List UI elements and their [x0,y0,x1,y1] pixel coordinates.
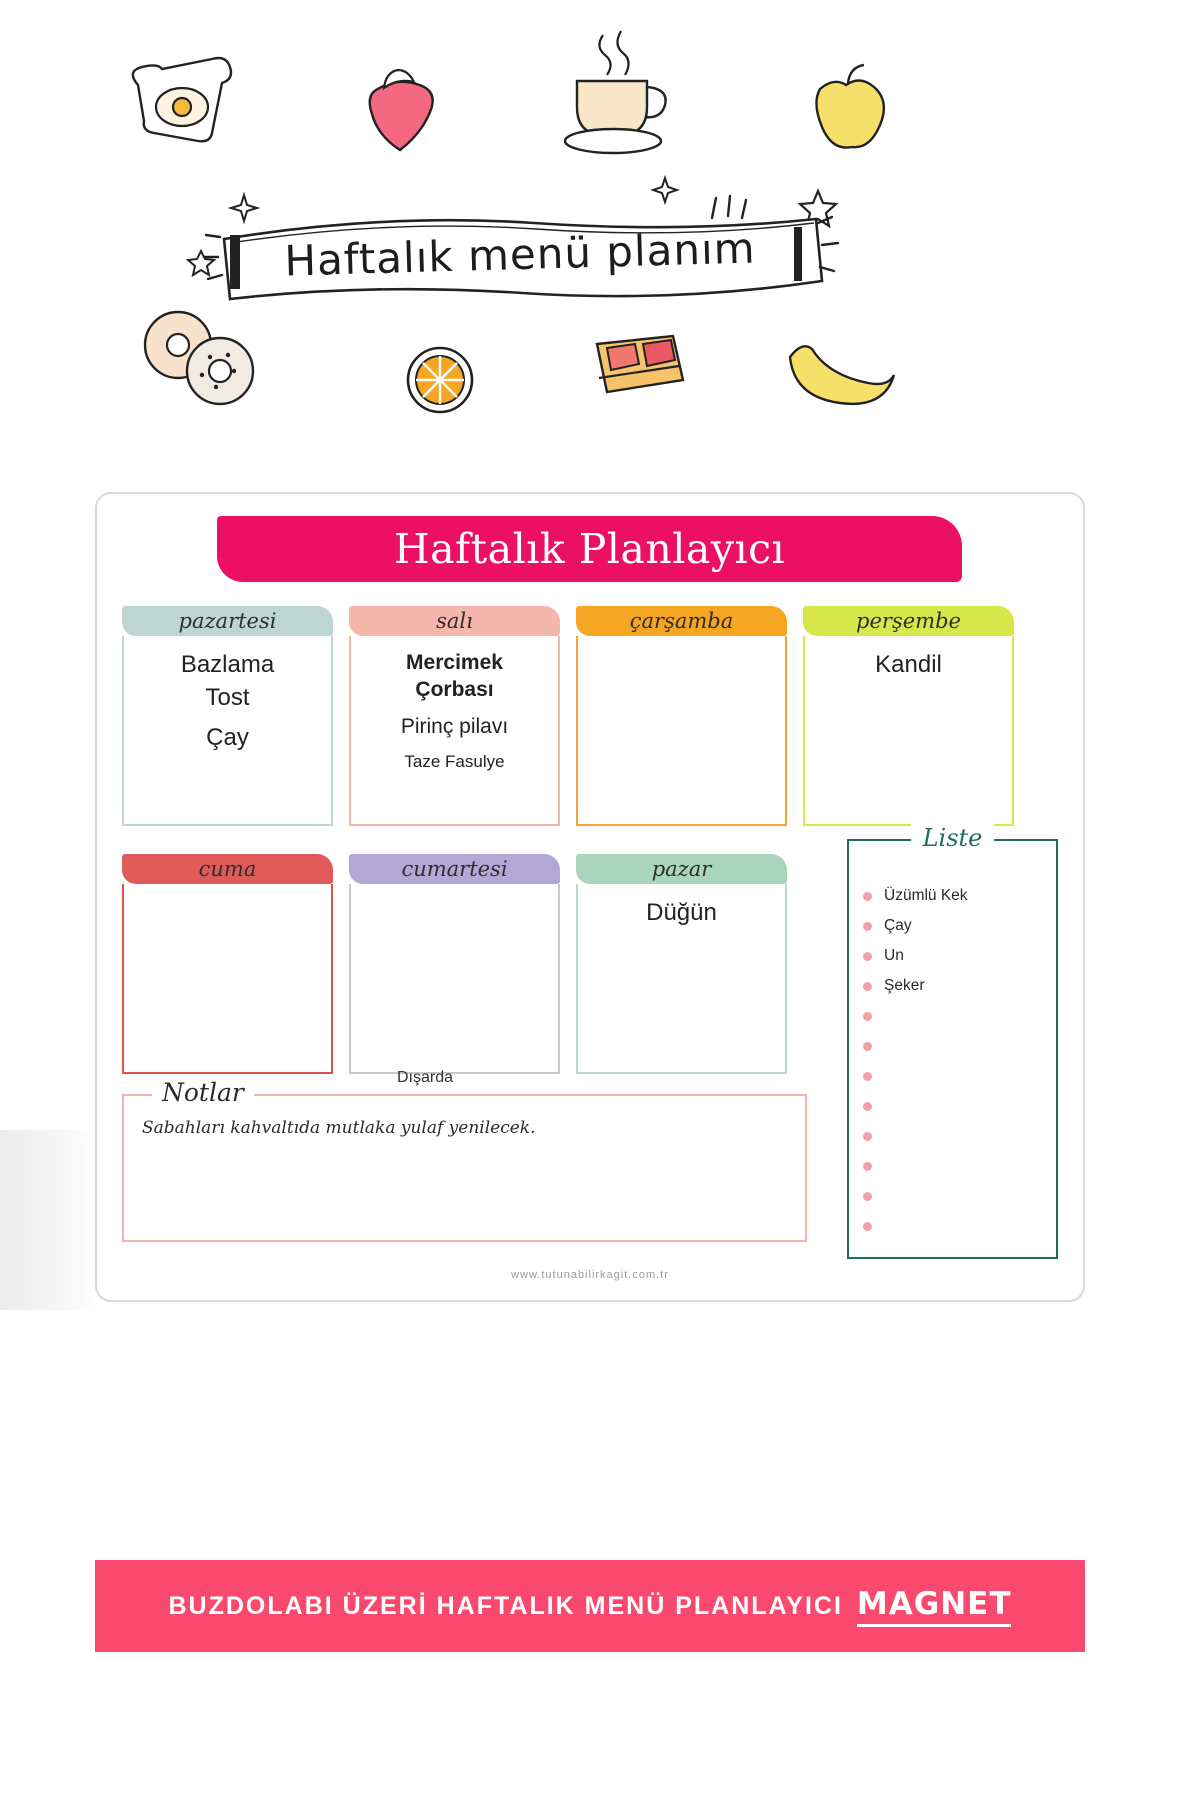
list-item[interactable] [863,1181,1042,1211]
bullet-dot-icon [863,1192,872,1201]
day-label-cumartesi: cumartesi [349,854,560,884]
day-entries-pazartesi[interactable] [122,636,333,826]
list-item-label: Üzümlü Kek [884,887,968,904]
day-entry: Kandil [875,651,942,678]
day-entry: Pirinç pilavı [400,714,509,738]
page-edge-shadow [0,1130,95,1310]
notes-text: Sabahları kahvaltıda mutlaka yulaf yenilecek. [142,1118,536,1138]
day-entries-cuma[interactable] [122,884,333,1074]
list-item[interactable] [863,971,1042,1001]
day-entry: Mercimek [406,651,503,674]
list-item-label: Un [884,947,904,964]
footer-url: www.tutunabilirkagit.com.tr [511,1269,669,1281]
bottom-banner-accent: MAGNET [857,1586,1012,1627]
toast-egg-icon [120,55,250,155]
day-label-carsamba: çarşamba [576,606,787,636]
day-column-pazartesi[interactable] [122,606,333,826]
bullet-dot-icon [863,1102,872,1111]
planner-card [95,492,1085,1302]
day-label-persembe: perşembe [803,606,1014,636]
day-entries-sali[interactable] [349,636,560,826]
day-entry: Çorbası [415,677,494,701]
day-entries-cumartesi[interactable] [349,884,560,1074]
day-column-sali[interactable] [349,606,560,826]
day-label-sali: salı [349,606,560,636]
list-item[interactable] [863,1001,1042,1031]
bullet-dot-icon [863,1132,872,1141]
shopping-list [863,881,1042,1241]
list-item[interactable] [863,1091,1042,1121]
shopping-list-title: Liste [911,824,995,852]
day-entries-carsamba[interactable] [576,636,787,826]
bottom-banner-text: BUZDOLABI ÜZERİ HAFTALIK MENÜ PLANLAYICI [168,1591,843,1620]
day-entry: Düğün [646,899,717,926]
list-item[interactable] [863,1121,1042,1151]
coffee-cup-icon [545,25,685,165]
day-column-cuma[interactable] [122,854,333,1074]
list-item[interactable] [863,1031,1042,1061]
planner-title-banner [217,516,962,582]
bullet-dot-icon [863,922,872,931]
bullet-dot-icon [863,1072,872,1081]
bottom-banner [95,1560,1085,1652]
day-label-cuma: cuma [122,854,333,884]
bullet-dot-icon [863,1042,872,1051]
day-entries-pazar[interactable] [576,884,787,1074]
list-item[interactable] [863,1061,1042,1091]
orange-slice-icon [400,340,480,420]
bullet-dot-icon [863,982,872,991]
list-item-label: Çay [884,917,912,934]
day-entry: Çay [206,724,249,752]
planner-title: Haftalık Planlayıcı [393,525,786,573]
list-item[interactable] [863,911,1042,941]
list-item[interactable] [863,941,1042,971]
day-label-pazartesi: pazartesi [122,606,333,636]
banner-title: Haftalık menü planım [283,223,757,286]
list-item[interactable] [863,1151,1042,1181]
day-column-persembe[interactable] [803,606,1014,826]
bullet-dot-icon [863,892,872,901]
strawberry-icon [350,60,450,160]
notes-panel[interactable] [122,1078,807,1242]
day-entries-persembe[interactable] [803,636,1014,826]
banana-icon [780,335,900,415]
week-row-1 [122,606,1062,826]
header-illustration-band [0,0,1200,490]
list-item[interactable] [863,881,1042,911]
day-entry: Taze Fasulye [404,751,505,771]
day-column-cumartesi[interactable] [349,854,560,1074]
list-item-label: Şeker [884,977,925,994]
bullet-dot-icon [863,1222,872,1231]
notes-title: Notlar [152,1078,254,1107]
day-column-pazar[interactable] [576,854,787,1074]
bullet-dot-icon [863,952,872,961]
bullet-dot-icon [863,1162,872,1171]
handwritten-note: Dışarda [397,1069,454,1086]
shopping-list-panel[interactable] [847,824,1058,1259]
banner-ribbon [200,195,840,315]
day-entry: Bazlama [180,651,275,678]
day-label-pazar: pazar [576,854,787,884]
sushi-box-icon [585,320,695,410]
apple-icon [790,55,900,155]
list-item[interactable] [863,1211,1042,1241]
day-column-carsamba[interactable] [576,606,787,826]
day-entry: Tost [205,683,250,711]
bullet-dot-icon [863,1012,872,1021]
